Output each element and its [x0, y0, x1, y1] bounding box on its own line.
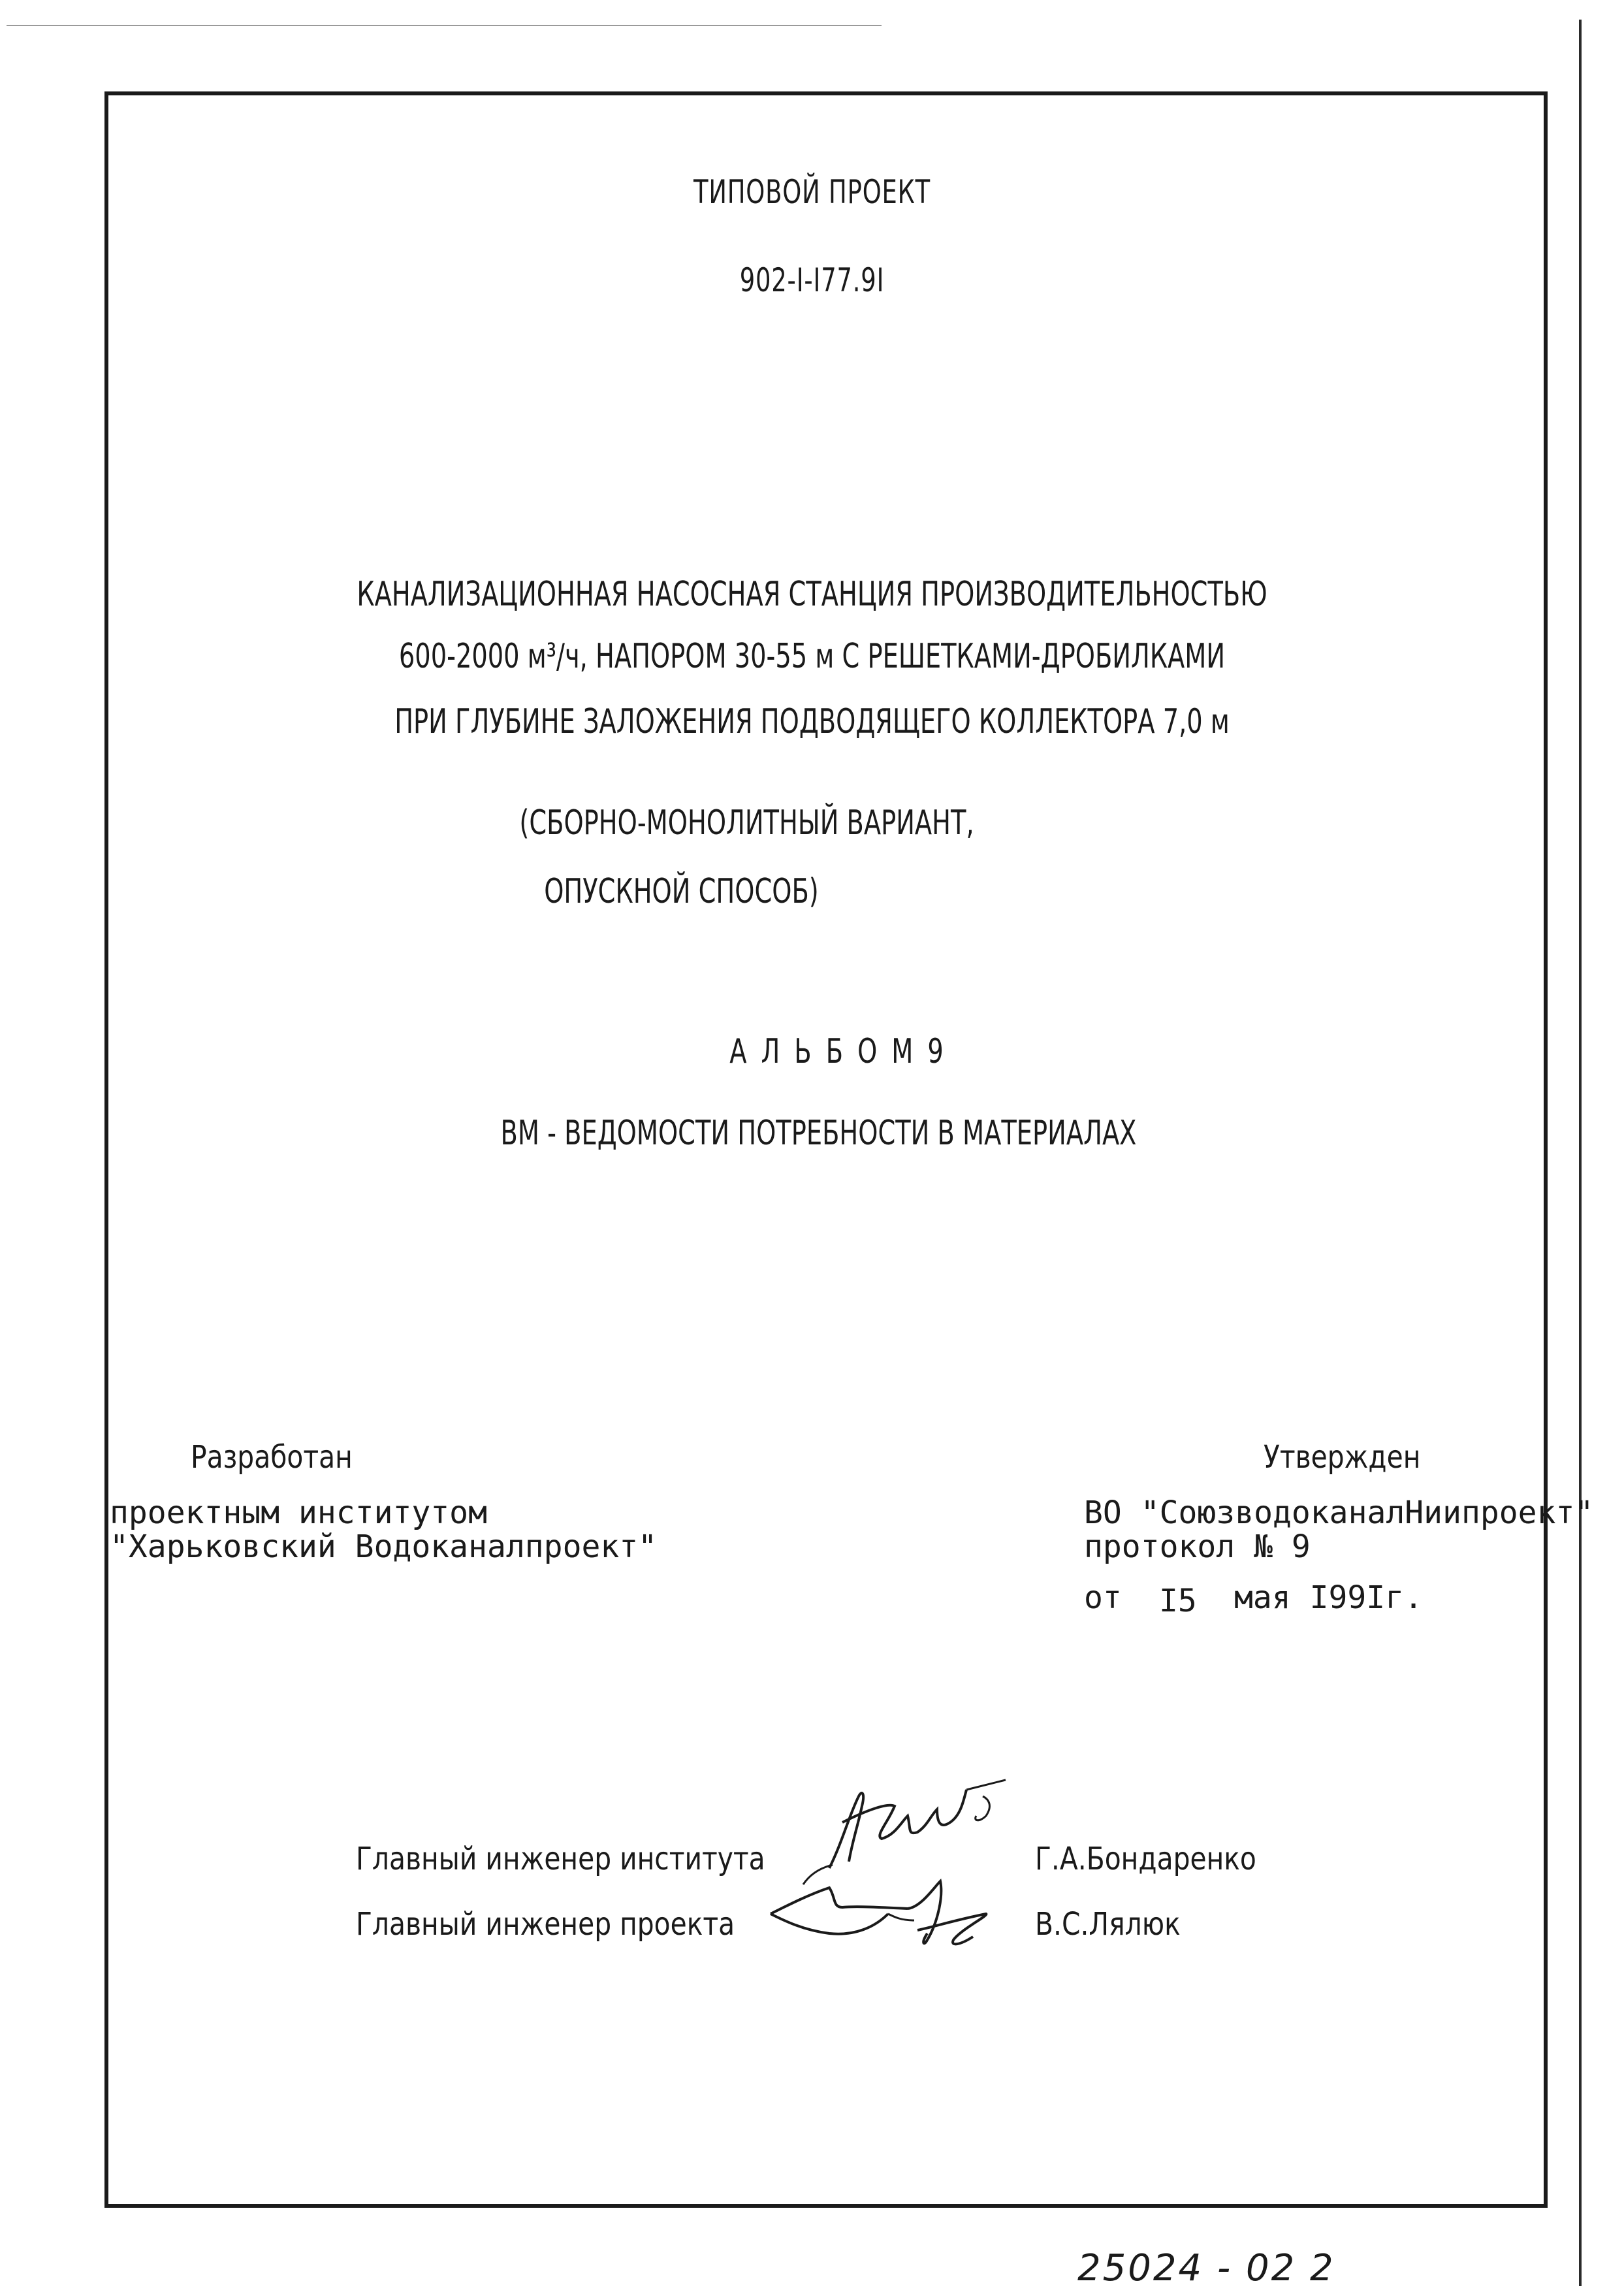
approved-line-1: ВО "СоюзводоканалНиипроект" [1084, 1494, 1594, 1531]
developed-line-2: "Харьковский Водоканалпроект" [110, 1528, 658, 1565]
signature-mark-2 [764, 1868, 1006, 1960]
signature-name-2: В.С.Лялюк [1035, 1906, 1181, 1943]
developed-line-1: проектным институтом [110, 1494, 487, 1531]
variant-line-1: (СБОРНО-МОНОЛИТНЫЙ ВАРИАНТ, [519, 803, 974, 843]
approved-date-rest: мая I99Iг. [1234, 1579, 1423, 1616]
developed-heading: Разработан [191, 1439, 353, 1476]
title-line-1: КАНАЛИЗАЦИОННАЯ НАСОСНАЯ СТАНЦИЯ ПРОИЗВОДИТЕЛЬНОСТЬЮ [357, 575, 1267, 614]
scan-right-edge-line [1579, 20, 1582, 2286]
title-line-2: 600-2000 м³/ч, НАПОРОМ 30-55 м С РЕШЕТКАМИ-ДРОБИЛКАМИ [398, 637, 1226, 676]
project-number: 902-I-I77.9I [739, 261, 885, 299]
signature-role-2: Главный инженер проекта [356, 1906, 735, 1943]
signature-name-1: Г.А.Бондаренко [1035, 1841, 1256, 1877]
variant-line-2: ОПУСКНОЙ СПОСОБ) [544, 872, 819, 911]
approved-line-2: протокол № 9 [1084, 1528, 1311, 1565]
approved-heading: Утвержден [1264, 1439, 1421, 1476]
album-number: А Л Ь Б О М 9 [729, 1032, 947, 1071]
project-type-label: ТИПОВОЙ ПРОЕКТ [693, 173, 931, 211]
archive-stamp-number: 25024 - 02 2 [1077, 2247, 1335, 2289]
approved-date-day: I5 [1159, 1583, 1197, 1619]
album-subtitle: ВМ - ВЕДОМОСТИ ПОТРЕБНОСТИ В МАТЕРИАЛАХ [500, 1114, 1137, 1153]
signature-role-1: Главный инженер института [356, 1841, 765, 1877]
approved-date-prefix: от [1084, 1579, 1122, 1616]
scan-top-line [7, 25, 882, 26]
title-line-3: ПРИ ГЛУБИНЕ ЗАЛОЖЕНИЯ ПОДВОДЯЩЕГО КОЛЛЕКТОРА 7,0 м [394, 702, 1230, 741]
